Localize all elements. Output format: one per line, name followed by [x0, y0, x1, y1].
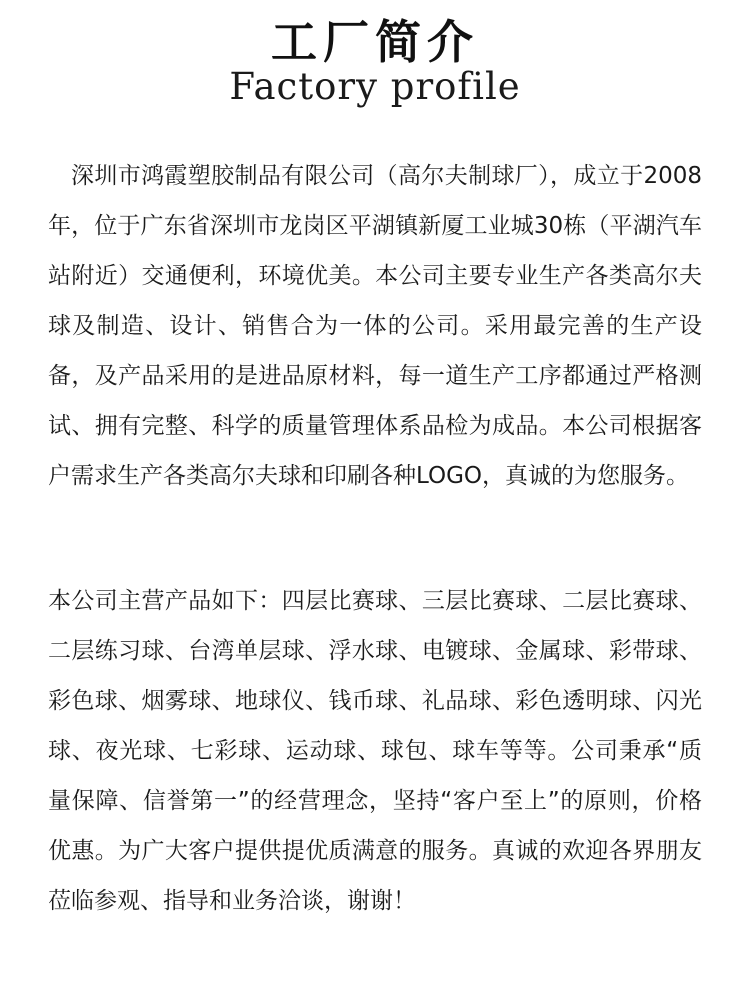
page-subtitle: Factory profile — [229, 65, 521, 108]
page-title: 工厂简介 — [271, 15, 479, 69]
company-intro-paragraph: 深圳市鸿霞塑胶制品有限公司（高尔夫制球厂），成立于2008年，位于广东省深圳市龙岗区平湖镇新厦工业城30栋（平湖汽车站附近）交通便利，环境优美。本公司主要专业生产各类高尔夫球及制造、设计、销售合为一体的公司。采用最完善的生产设备，及产品采用的是进品原材料，每一道生产工序都通过严格测试、拥有完整、科学的质量管理体系品检为成品。本公司根据客户需求生产各类高尔夫球和印刷各种LOGO，真诚的为您服务。 — [48, 163, 702, 489]
products-paragraph: 本公司主营产品如下：四层比赛球、三层比赛球、二层比赛球、二层练习球、台湾单层球、浮水球、电镀球、金属球、彩带球、彩色球、烟雾球、地球仪、钱币球、礼品球、彩色透明球、闪光球、夜光球、七彩球、运动球、球包、球车等等。公司秉承“质量保障、信誉第一”的经营理念，坚持“客户至上”的原则，价格优惠。为广大客户提供提优质满意的服务。真诚的欢迎各界朋友莅临参观、指导和业务洽谈，谢谢！ — [48, 588, 702, 914]
